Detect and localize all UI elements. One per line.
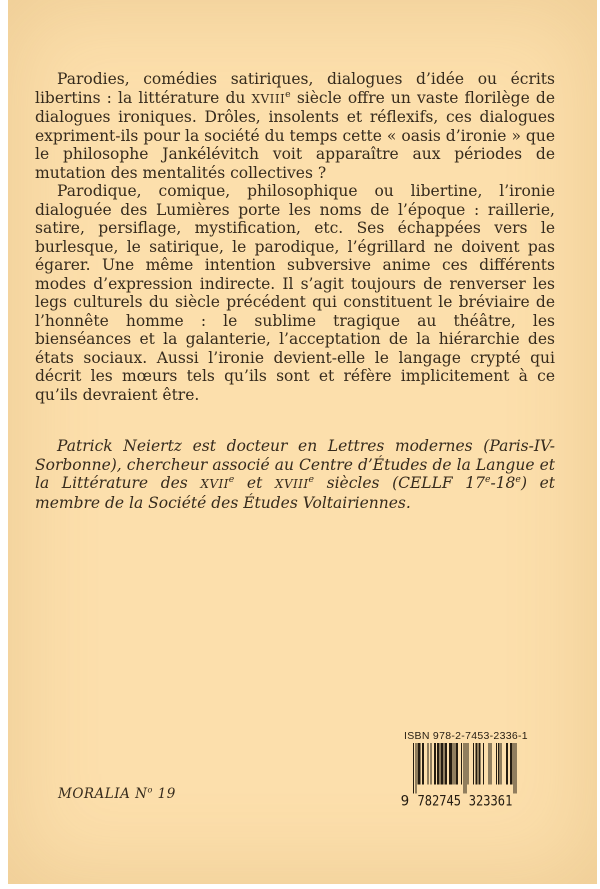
cover-background <box>8 0 597 884</box>
synopsis-paragraph-2: Parodique, comique, philosophique ou libertine, l’ironie dialoguée des Lumières porte les noms de l’époque : raillerie, satire, persiflage, mystification, etc. Ses échappées vers le burlesque, le satirique, le parodique, l’égrillard ne doivent pas égarer. Une même intention subversive anime ces différents modes d’expression indirecte. Il s’agit toujours de renverser les legs culturels du siècle précédent qui constituent le bréviaire de l’honnête homme : le sublime tragique au théâtre, les bienséances et la galanterie, l’acceptation de la hiérarchie des états sociaux. Aussi l’ironie devient-elle le langage crypté qui décrit les mœurs tels qu’ils sont et réfère implicitement à ce qu’ils devraient être. <box>35 182 555 404</box>
series-label: MORALIA $N^o$ 19 <box>58 784 176 802</box>
synopsis-paragraph-1: Parodies, comédies satiriques, dialogues d’idée ou écrits libertins : la littérature du XVIIIe siècle offre un vaste florilège de dialogues ironiques. Drôles, insolents et réflexifs, ces dialogues expriment-ils pour la société du temps cette « oasis d’ironie » que le philosophe Jankélévitch voit apparaître aux périodes de mutation des mentalités collectives ? <box>35 70 555 182</box>
isbn-label: ISBN 978-2-7453-2336-1 <box>404 730 528 742</box>
synopsis-block <box>35 70 555 512</box>
ean13-barcode <box>400 743 520 807</box>
svg-text:782745: 782745 <box>417 793 462 807</box>
isbn-barcode <box>394 730 526 811</box>
author-bio: Patrick Neiertz est docteur en Lettres modernes (Paris-IV-Sorbonne), chercheur associé au Centre d’Études de la Langue et la Littérature des XVIIe et XVIIIe siècles (CELLF 17e-18e) et membre de la Société des Études Voltairiennes. <box>35 437 555 512</box>
svg-text:323361: 323361 <box>468 793 513 807</box>
svg-text:9: 9 <box>400 793 410 807</box>
